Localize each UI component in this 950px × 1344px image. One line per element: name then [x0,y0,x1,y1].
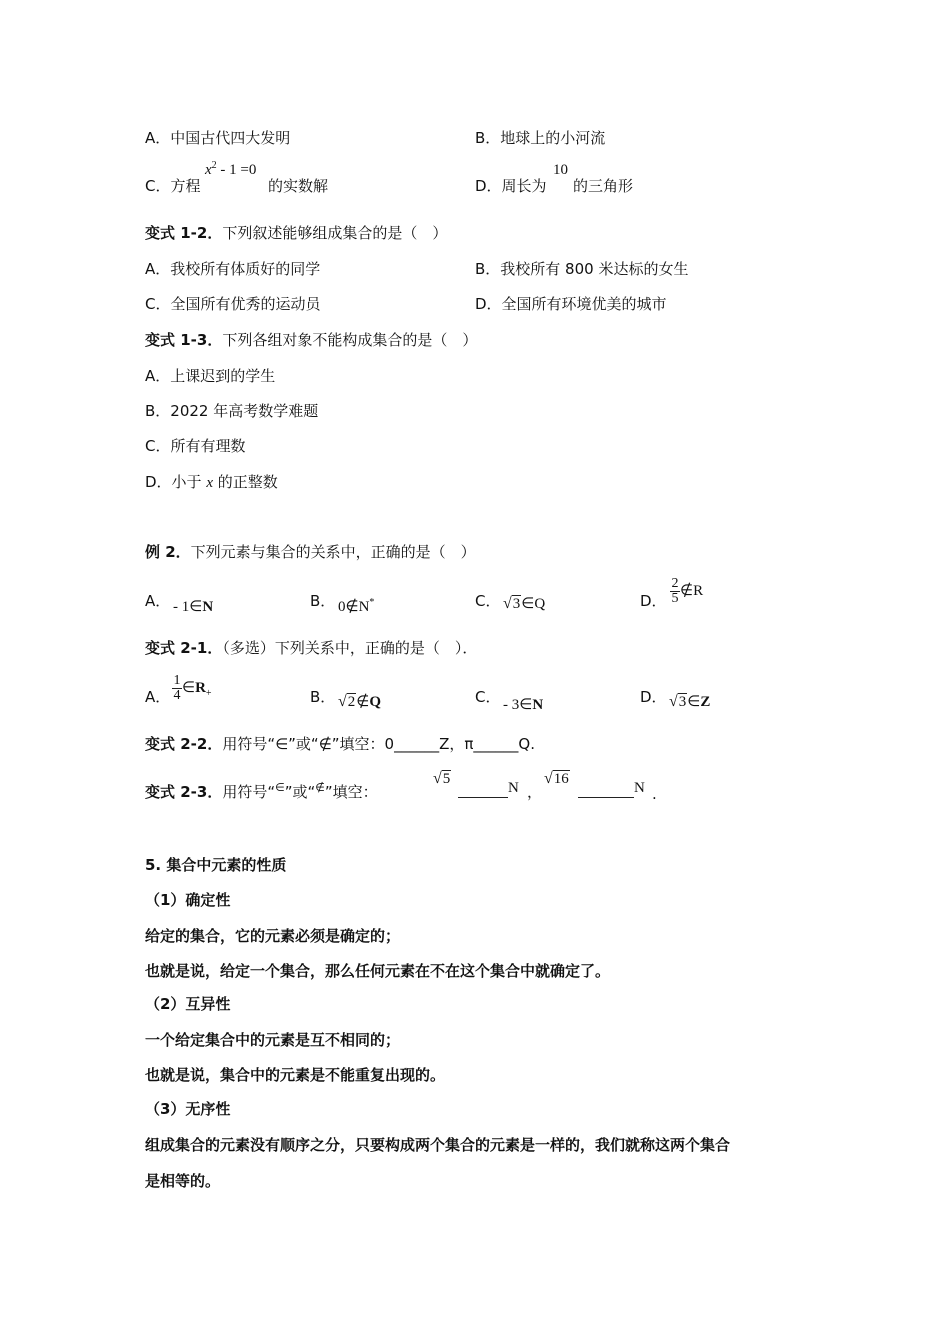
v21-option-d-math: √3∈Z [669,693,711,710]
example-2-heading [145,542,476,562]
property-1-line-1: 给定的集合，它的元素必须是确定的； [145,927,401,945]
symbol-in: ∈ [275,781,285,794]
v21-option-b-label: B． [310,688,336,706]
v21-option-a-label: A． [145,688,171,706]
ex2-option-a-math: - 1∈N [173,599,214,615]
sqrt16-blank-N: √16 [544,770,569,787]
ex2-option-d-math: $\frac{2}{5}$ ∉R [671,576,704,606]
variable-x: x [206,475,213,491]
sqrt5-blank-N: √5 [433,770,451,787]
ex2-option-c-label: C． [475,592,501,610]
variant-2-1-stem: （多选）下列关系中，正确的是（ ）． [222,639,478,657]
variant-1-3-title: 变式 1-3． [145,331,223,349]
variant-2-3-title: 变式 2-3． [145,783,223,801]
v21-option-c-math: - 3∈N [503,697,544,713]
option-b: B．地球上的小河流 [475,129,606,147]
option-a: A．中国古代四大发明 [145,129,291,147]
v12-option-b: B．我校所有 800 米达标的女生 [475,260,689,278]
variant-2-1-title: 变式 2-1． [145,639,223,657]
option-d-suffix: 的三角形 [573,177,634,195]
option-d-prefix: D．周长为 [475,177,547,195]
ex2-option-b-math: 0∉N* [338,597,375,615]
property-3-title: （3）无序性 [145,1100,231,1118]
option-c-suffix: 的实数解 [268,177,329,195]
v13-option-d [145,472,278,493]
v12-option-a: A．我校所有体质好的同学 [145,260,321,278]
variant-1-3-stem: 下列各组对象不能构成集合的是（ ） [222,331,478,349]
variant-2-1-heading [145,638,477,658]
option-c-prefix: C．方程 [145,177,201,195]
v12-option-d: D．全国所有环境优美的城市 [475,295,667,313]
variant-1-2-stem: 下列叙述能够组成集合的是（ ） [222,224,448,242]
ex2-option-c-math: √3∈Q [503,595,546,612]
variant-2-3-stem-post: ”填空： [324,783,378,801]
variant-2-3-stem-pre: 用符号“ [222,783,276,801]
property-2-line-2: 也就是说，集合中的元素是不能重复出现的。 [145,1066,446,1084]
ex2-option-d-label: D． [640,592,667,610]
v13-option-d-suffix: 的正整数 [213,473,278,491]
v21-option-a-math: $\frac{1}{4}$ $\in R_+$ [173,673,212,703]
symbol-not-in: ∉ [315,781,325,794]
blank-1: N [458,773,519,803]
property-1-title: （1）确定性 [145,891,231,909]
example-2-title: 例 2． [145,543,191,561]
variant-2-2-title: 变式 2-2． [145,735,223,753]
v13-option-a: A．上课迟到的学生 [145,367,276,385]
variant-1-2-heading [145,223,447,243]
comma: ， [527,783,543,801]
property-2-line-1: 一个给定集合中的元素是互不相同的； [145,1031,401,1049]
v21-option-c-label: C． [475,688,501,706]
property-2-title: （2）互异性 [145,995,231,1013]
variant-1-2-title: 变式 1-2． [145,224,223,242]
ex2-option-b-label: B． [310,592,336,610]
v12-option-c: C．全国所有优秀的运动员 [145,295,321,313]
property-3-line-2: 是相等的。 [145,1172,221,1190]
property-1-line-2: 也就是说，给定一个集合，那么任何元素在不在这个集合中就确定了。 [145,962,611,980]
number-10: 10 [553,162,568,178]
v13-option-b: B．2022 年高考数学难题 [145,402,319,420]
v21-option-d-label: D． [640,688,667,706]
variant-2-3-line [145,782,378,804]
example-2-stem: 下列元素与集合的关系中，正确的是（ ） [190,543,476,561]
blank-2: N [578,773,645,803]
option-c [145,176,200,196]
variant-2-2-line [145,734,535,754]
section-5-title: 5. 集合中元素的性质 [145,856,287,874]
equation-x2-minus-1: $x^2 - 1 =0$ [205,160,257,178]
variant-1-3-heading [145,330,477,350]
v21-option-b-math: √2∉Q [338,693,382,710]
variant-2-2-stem: 用符号“∈”或“∉”填空：0______Z，π______Q. [222,735,535,753]
v13-option-d-prefix: D．小于 [145,473,207,491]
v13-option-c: C．所有有理数 [145,437,246,455]
variant-2-3-stem-mid: ”或“ [284,783,316,801]
period: . [652,785,657,803]
ex2-option-a-label: A． [145,592,171,610]
property-3-line-1: 组成集合的元素没有顺序之分，只要构成两个集合的元素是一样的，我们就称这两个集合 [145,1136,731,1154]
